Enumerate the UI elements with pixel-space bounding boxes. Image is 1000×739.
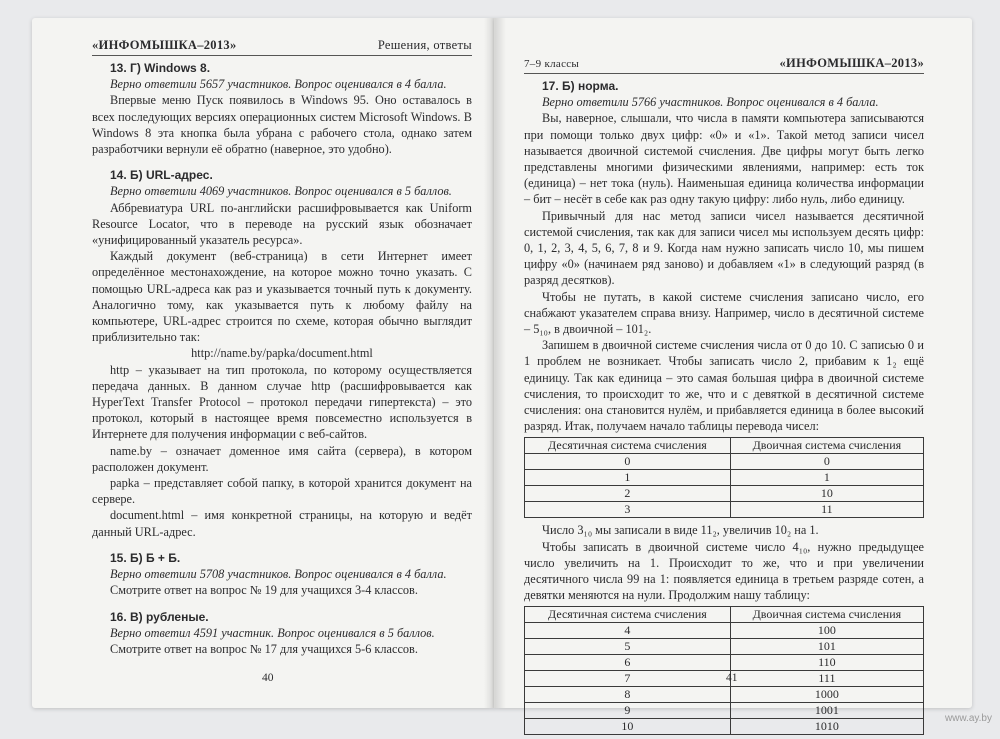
question-14-p3: http – указывает на тип протокола, по которому осуществляется передача данных. В данном случае http (расшифровывается как HyperText Transfer Protocol – протокол передачи гипертекста) – это протокол, который в настоящее время повсеместно используется в Интернете для получения информации с веб-сайтов. (92, 362, 472, 442)
binary-cell: 101 (730, 639, 923, 655)
question-15-text: Смотрите ответ на вопрос № 19 для учащихся 3-4 классов. (110, 583, 418, 598)
header-section: Решения, ответы (377, 38, 472, 52)
question-14-p2: Каждый документ (веб-страница) в сети Интернет имеет определённое местонахождение, на которое можно точно указать. С помощью URL-адреса как раз и указывается точный путь к документу. Аналогично тому, как указывается путь к любому файлу на компьютере, URL-адрес строится по схеме, которая обычно выглядит приблизительно так: (92, 249, 472, 345)
question-14-p5: papka – представляет собой папку, в которой хранится документ на сервере. (92, 476, 472, 507)
question-16-title: 16. В) рубленые. (110, 609, 209, 624)
decimal-cell: 2 (525, 486, 731, 502)
question-15-title: 15. Б) Б + Б. (110, 550, 181, 565)
question-15-stats: Верно ответили 5708 участников. Вопрос оценивался в 4 балла. (110, 567, 447, 582)
decimal-cell: 7 (525, 671, 731, 687)
decimal-cell: 6 (525, 655, 731, 671)
binary-cell: 1 (730, 470, 923, 486)
decimal-cell: 4 (525, 623, 731, 639)
decimal-cell: 1 (525, 470, 731, 486)
question-17-title: 17. Б) норма. (542, 79, 619, 93)
table-row (525, 502, 924, 518)
book-gutter (484, 18, 506, 708)
conversion-table-2 (524, 606, 924, 735)
question-14-stats: Верно ответили 4069 участников. Вопрос оценивался в 5 баллов. (110, 184, 452, 199)
decimal-cell: 10 (525, 719, 731, 735)
question-17-stats: Верно ответили 5766 участников. Вопрос оценивался в 4 балла. (542, 95, 879, 110)
question-17-p5: Число 3₁₀ мы записали в виде 11₂, увеличив 10₂ на 1. (542, 523, 819, 538)
question-17-p3: Чтобы не путать, в какой системе счисления записано число, его снабжают указателем справа внизу. Например, число в десятичной системе – 5₁₀, в двоичной – 101₂. (524, 289, 924, 337)
question-17-p1: Вы, наверное, слышали, что числа в памяти компьютера записываются при помощи только двух цифр: «0» и «1». Такой метод записи чисел называется двоичной системой счисления. Две цифры могут быть легко представлены многими физическими явлениями, например: есть ток (единица) – нет тока (нуль). Наименьшая единица количества информации – бит – несёт в себе как раз одну такую цифру: либо нуль, либо единицу. (524, 111, 924, 207)
question-17-p2: Привычный для нас метод записи чисел называется десятичной системой счисления, так как для записи чисел мы используем десять цифр: 0, 1, 2, 3, 4, 5, 6, 7, 8 и 9. Когда нам нужно записать число 10, мы пишем цифру «0» (начинаем ряд заново) и добавляем «1» в следующий разряд (в разряд десятков). (524, 208, 924, 288)
decimal-cell: 0 (525, 454, 731, 470)
table-row (525, 623, 924, 639)
table-row (525, 470, 924, 486)
column-header-binary: Двоичная система счисления (730, 438, 923, 454)
right-page-body (524, 78, 924, 739)
question-13-stats: Верно ответили 5657 участников. Вопрос оценивался в 4 балла. (110, 77, 447, 92)
table-row (525, 454, 924, 470)
question-16-stats: Верно ответил 4591 участник. Вопрос оценивался в 5 баллов. (110, 625, 435, 640)
table-header-row (525, 438, 924, 454)
question-14-p4: name.by – означает доменное имя сайта (сервера), в котором расположен документ. (92, 443, 472, 474)
example-url: http://name.by/papka/document.html (191, 346, 373, 361)
left-page (32, 18, 494, 708)
column-header-decimal: Десятичная система счисления (525, 438, 731, 454)
binary-cell: 11 (730, 502, 923, 518)
question-16-text: Смотрите ответ на вопрос № 17 для учащихся 5-6 классов. (110, 641, 418, 656)
table-row (525, 719, 924, 735)
left-page-header (92, 38, 472, 56)
binary-cell: 0 (730, 454, 923, 470)
header-classes: 7–9 классы (524, 58, 580, 70)
table-row (525, 486, 924, 502)
table-row (525, 639, 924, 655)
question-17-p6: Чтобы записать в двоичной системе число 4₁₀, нужно предыдущее число увеличить на 1. Происходит то же, что и при увеличении десятичного числа 99 на 1: появляется единица в третьем разряде сотен, а девятки меняются на нули. Продолжим нашу таблицу: (524, 539, 924, 603)
table-row (525, 703, 924, 719)
decimal-cell: 5 (525, 639, 731, 655)
decimal-cell: 9 (525, 703, 731, 719)
binary-cell: 100 (730, 623, 923, 639)
right-page-header (524, 56, 924, 74)
binary-cell: 10 (730, 486, 923, 502)
binary-cell: 111 (730, 671, 923, 687)
column-header-decimal: Десятичная система счисления (525, 607, 731, 623)
watermark: www.ay.by (944, 713, 992, 724)
right-page-number: 41 (726, 672, 738, 684)
question-13-title: 13. Г) Windows 8. (110, 61, 211, 75)
question-14-p1: Аббревиатура URL по-английски расшифровывается как Uniform Resource Locator, что в переводе на русский язык обозначает «унифицированный указатель ресурса». (92, 200, 472, 248)
decimal-cell: 8 (525, 687, 731, 703)
question-13-text: Впервые меню Пуск появилось в Windows 95. Оно оставалось в всех последующих версиях операционных систем Microsoft Windows. В Windows 8 эта кнопка была убрана с рабочего стола, однако затем разработчики вернули её обратно (наверное, это удобно). (92, 93, 472, 157)
left-page-number: 40 (262, 672, 274, 684)
table-row (525, 687, 924, 703)
left-page-body (92, 60, 472, 657)
header-title: «ИНФОМЫШКА–2013» (92, 38, 237, 52)
question-14-p6: document.html – имя конкретной страницы, на которую и ведёт данный URL-адрес. (92, 508, 472, 539)
conversion-table-1 (524, 437, 924, 518)
decimal-cell: 3 (525, 502, 731, 518)
binary-cell: 1001 (730, 703, 923, 719)
header-title: «ИНФОМЫШКА–2013» (779, 56, 924, 70)
table-header-row (525, 607, 924, 623)
table-row (525, 655, 924, 671)
binary-cell: 110 (730, 655, 923, 671)
question-17-p4: Запишем в двоичной системе счисления числа от 0 до 10. С записью 0 и 1 проблем не возникает. Чтобы записать число 2, прибавим к 1₂ ещё единицу. Так как единица – это самая большая цифра в двоичной системе счисления, то происходит то же, что и с девяткой в десятичной системе счисления: она становится нулём, и прибавляется единица в более высокий разряд. Итак, получаем начало таблицы перевода чисел: (524, 338, 924, 434)
table-row (525, 671, 924, 687)
binary-cell: 1010 (730, 719, 923, 735)
binary-cell: 1000 (730, 687, 923, 703)
question-14-title: 14. Б) URL-адрес. (110, 168, 213, 183)
column-header-binary: Двоичная система счисления (730, 607, 923, 623)
